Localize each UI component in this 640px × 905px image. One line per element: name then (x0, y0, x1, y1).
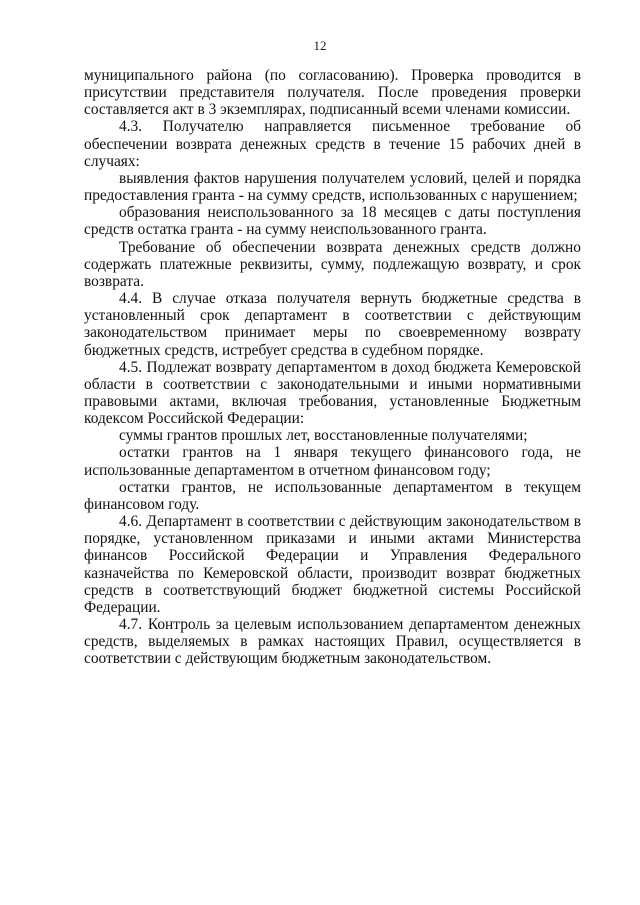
paragraph-4-6: 4.6. Департамент в соответствии с действующим законодательством в порядке, установленном приказами и иными актами Министерства финансов Российской Федерации и Управления Федерального казначейства по Кемеровской области, производит возврат бюджетных средств в соответствующий бюджет бюджетной системы Российской Федерации. (84, 513, 581, 616)
paragraph-4-4: 4.4. В случае отказа получателя вернуть бюджетные средства в установленный срок департамент в соответствии с действующим законодательством принимает меры по своевременному возврату бюджетных средств, истребует средства в судебном порядке. (84, 290, 581, 359)
paragraph-continuation: муниципального района (по согласованию). Проверка проводится в присутствии представителя получателя. После проведения проверки составляется акт в 3 экземплярах, подписанный всеми членами комиссии. (84, 67, 581, 119)
paragraph-demand-contents: Требование об обеспечении возврата денежных средств должно содержать платежные реквизиты, сумму, подлежащую возврату, и срок возврата. (84, 238, 581, 290)
paragraph-4-5-item-past-years: суммы грантов прошлых лет, восстановленные получателями; (119, 427, 528, 445)
paragraph-4-3-case-unused: образования неиспользованного за 18 месяцев с даты поступления средств остатка гранта - на сумму неиспользованного гранта. (84, 204, 581, 239)
paragraph-4-5: 4.5. Подлежат возврату департаментом в доход бюджета Кемеровской области в соответствии с законодательными и иными нормативными правовыми актами, включая требования, установленные Бюджетным кодексом Российской Федерации: (84, 358, 581, 428)
paragraph-4-5-item-current-year: остатки грантов, не использованные департаментом в текущем финансовом году. (84, 478, 581, 513)
paragraph-4-3: 4.3. Получателю направляется письменное требование об обеспечении возврата денежных средств в течение 15 рабочих дней в случаях: (84, 118, 581, 170)
paragraph-4-3-case-violation: выявления фактов нарушения получателем условий, целей и порядка предоставления гранта - на сумму средств, использованных с нарушением; (84, 169, 581, 205)
page-number: 12 (313, 38, 327, 53)
paragraph-4-5-item-reporting-year: остатки грантов на 1 января текущего финансового года, не использованные департаментом в отчетном финансовом году; (84, 444, 581, 479)
document-body (84, 67, 581, 667)
paragraph-4-7: 4.7. Контроль за целевым использованием департаментом денежных средств, выделяемых в рамках настоящих Правил, осуществляется в соответствии с действующим бюджетным законодательством. (84, 616, 581, 668)
